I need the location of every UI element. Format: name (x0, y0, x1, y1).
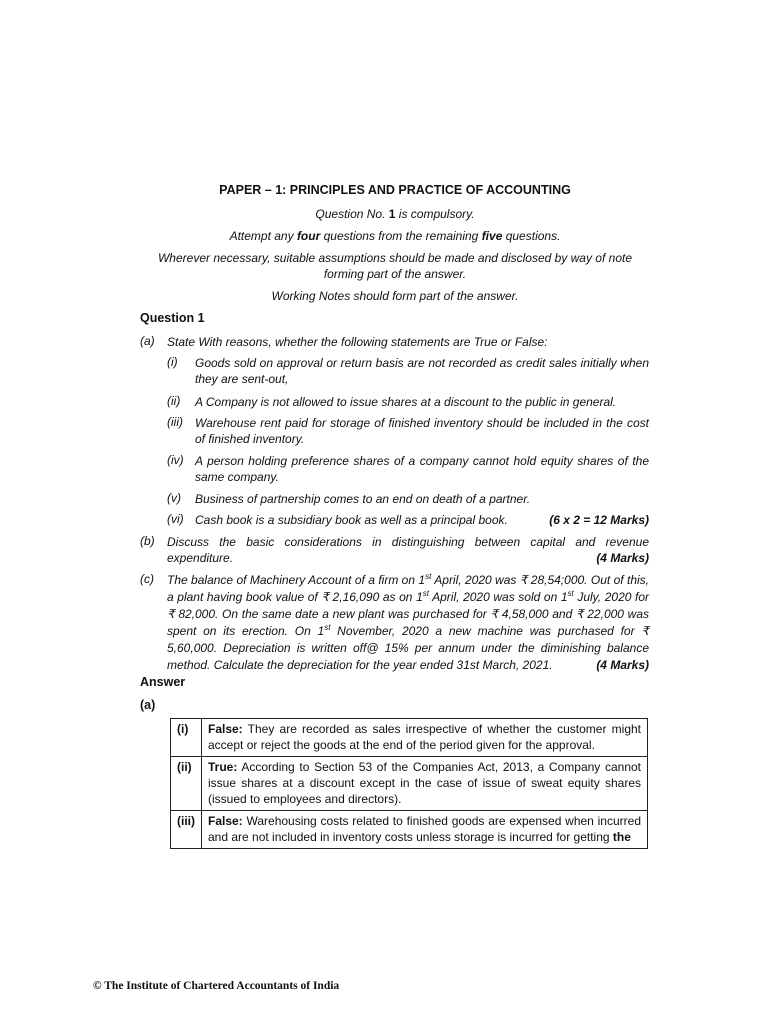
statement-text: A person holding preference shares of a company cannot hold equity shares of the same company. (195, 454, 649, 484)
question-1a-marks: (6 x 2 = 12 Marks) (549, 513, 649, 527)
question-1c-marks: (4 Marks) (596, 658, 649, 672)
table-row (171, 811, 648, 849)
question-1b-label: (b) (140, 534, 155, 548)
answer-table (170, 718, 648, 849)
statement-number: (ii) (167, 394, 181, 408)
answer-number: (ii) (171, 757, 202, 811)
instruction-compulsory: Question No. 1 is compulsory. (315, 207, 475, 221)
question-1-heading: Question 1 (140, 311, 205, 325)
footer-copyright: © The Institute of Chartered Accountants of India (93, 980, 340, 992)
instruction-working-notes: Working Notes should form part of the answer. (271, 289, 519, 303)
answer-text: True: According to Section 53 of the Companies Act, 2013, a Company cannot issue shares at a discount except in the case of issue of sweat equity shares (issued to employees and directors). (202, 757, 648, 811)
question-1c-text: The balance of Machinery Account of a firm on 1st April, 2020 was ₹ 28,54;000. Out of this, a plant having book value of ₹ 2,16,090 as on 1st April, 2020 was sold on 1st July, 2020 for ₹ 82,000. On the same date a new plant was purchased for ₹ 4,58,000 and ₹ 22,000 was spent on its erection. On 1st November, 2020 a new machine was purchased for ₹ 5,60,000. Depreciation is written off@ 15% per annum under the diminishing balance method. Calculate the depreciation for the year ended 31st March, 2021. (4 Marks) (167, 572, 650, 672)
statement-number: (v) (167, 491, 181, 505)
question-1a-text: State With reasons, whether the following statements are True or False: (167, 335, 548, 349)
answer-heading: Answer (140, 675, 186, 689)
answer-sub-label: (a) (140, 698, 156, 712)
statement-number: (vi) (167, 512, 184, 526)
statement-number: (i) (167, 355, 178, 369)
question-1b-text: Discuss the basic considerations in distinguishing between capital and revenue expenditure. (4 Marks) (167, 535, 649, 565)
instruction-attempt: Attempt any four questions from the remaining five questions. (229, 229, 561, 243)
instruction-assumptions: Wherever necessary, suitable assumptions should be made and disclosed by way of note forming part of the answer. (157, 251, 633, 281)
question-1a-label: (a) (140, 334, 155, 348)
table-row (171, 757, 648, 811)
table-row (171, 719, 648, 757)
statement-text: Business of partnership comes to an end on death of a partner. (195, 492, 531, 506)
question-1c-label: (c) (140, 572, 154, 586)
answer-text: False: They are recorded as sales irrespective of whether the customer might accept or reject the goods at the end of the period given for the approval. (202, 719, 648, 757)
statement-text: Goods sold on approval or return basis are not recorded as credit sales initially when they are sent-out, (195, 356, 649, 386)
answer-number: (i) (171, 719, 202, 757)
statement-text: A Company is not allowed to issue shares at a discount to the public in general. (195, 395, 617, 409)
answer-text: False: Warehousing costs related to finished goods are expensed when incurred and are not included in inventory costs unless storage is incurred for getting the (202, 811, 648, 849)
paper-title: PAPER – 1: PRINCIPLES AND PRACTICE OF ACCOUNTING (219, 183, 571, 197)
answer-number: (iii) (171, 811, 202, 849)
statement-number: (iv) (167, 453, 184, 467)
statement-text: Cash book is a subsidiary book as well as a principal book. (6 x 2 = 12 Marks) (195, 513, 649, 527)
statement-number: (iii) (167, 415, 183, 429)
question-1b-marks: (4 Marks) (596, 551, 649, 565)
statement-text: Warehouse rent paid for storage of finished inventory should be included in the cost of finished inventory. (195, 416, 649, 446)
